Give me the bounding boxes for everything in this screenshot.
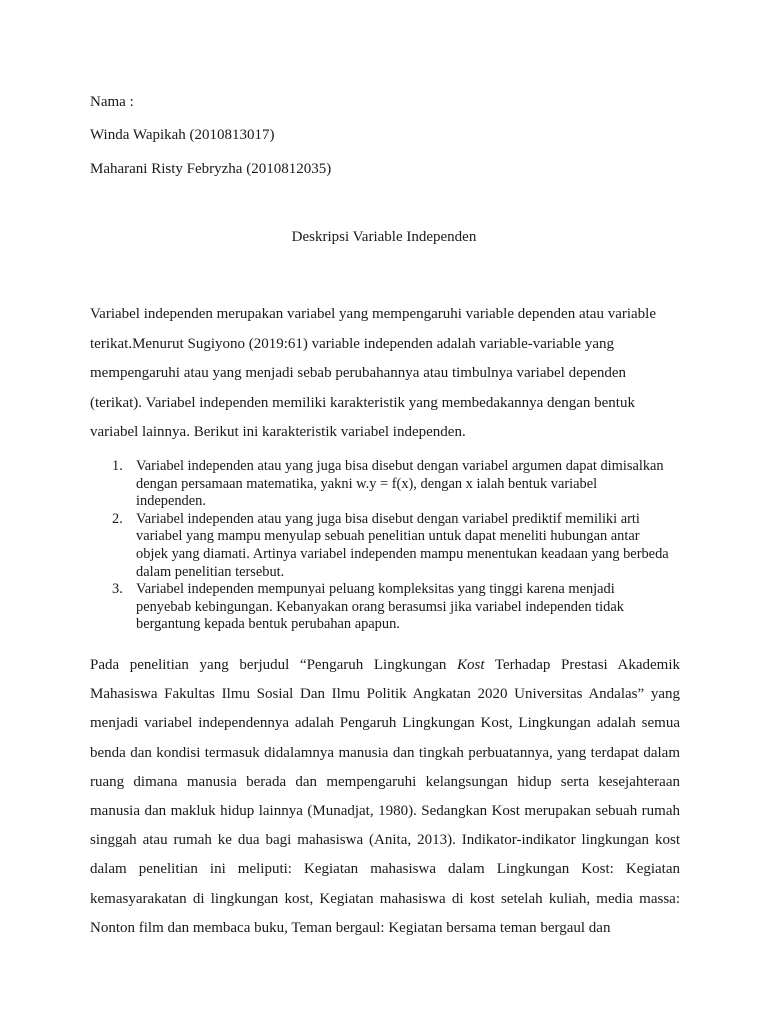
list-number: 2. [112, 510, 123, 527]
research-paragraph-part2: Terhadap Prestasi Akademik Mahasiswa Fakultas Ilmu Sosial Dan Ilmu Politik Angkatan 2020 Universitas Andalas” yang menjadi variabel independennya adalah Pengaruh Lingkungan Kost, Lingkungan adalah semua benda dan kondisi termasuk didalamnya manusia dan tingkah perbuatannya, yang terdapat dalam ruang dimana manusia berada dan mempengaruhi kelangsungan hidup serta kesejahteraan manusia dan makluk hidup lainnya (Munadjat, 1980). Sedangkan Kost merupakan sebuah rumah singgah atau rumah ke dua bagi mahasiswa (Anita, 2013). Indikator-indikator lingkungan kost dalam penelitian ini meliputi: Kegiatan mahasiswa dalam Lingkungan Kost: Kegiatan kemasyarakatan di lingkungan kost, Kegiatan mahasiswa di kost setelah kuliah, media massa: Nonton film dan membaca buku, Teman bergaul: Kegiatan bersama teman bergaul dan [90, 657, 680, 936]
research-paragraph [90, 651, 680, 943]
document-title: Deskripsi Variable Independen [291, 229, 477, 245]
list-item-text: Variabel independen atau yang juga bisa disebut dengan variabel argumen dapat dimisalkan dengan persamaan matematika, yakni w.y = f(x), dengan x ialah bentuk variabel independen. [136, 458, 664, 510]
author-2: Maharani Risty Febryzha (2010812035) [90, 161, 332, 177]
list-item-text: Variabel independen atau yang juga bisa disebut dengan variabel prediktif memiliki arti variabel yang mampu menyulap sebuah penelitian untuk dapat meneliti hubungan antar objek yang diamati. Artinya variabel independen mampu menentukan keadaan yang berbeda dalam penelitian tersebut. [136, 510, 669, 580]
list-item-text: Variabel independen mempunyai peluang kompleksitas yang tinggi karena menjadi penyebab kebingungan. Kebanyakan orang berasumsi jika variabel independen tidak bergantung kepada bentuk perubahan apapun. [136, 581, 624, 633]
list-number: 1. [112, 458, 123, 474]
characteristics-list [90, 458, 670, 634]
author-1: Winda Wapikah (2010813017) [90, 127, 275, 143]
intro-paragraph: Variabel independen merupakan variabel yang mempengaruhi variable dependen atau variable terikat.Menurut Sugiyono (2019:61) variable independen adalah variable-variable yang mempengaruhi atau yang menjadi sebab perubahannya atau timbulnya variabel dependen (terikat). Variabel independen memiliki karakteristik yang membedakannya dengan bentuk variabel lainnya. Berikut ini karakteristik variabel independen. [90, 306, 656, 440]
list-item [90, 458, 670, 511]
name-label: Nama : [90, 94, 134, 110]
list-number: 3. [112, 581, 123, 598]
list-item [90, 581, 670, 634]
research-paragraph-italic: Kost [456, 657, 485, 673]
list-item [90, 511, 670, 581]
research-paragraph-part1: Pada penelitian yang berjudul “Pengaruh Lingkungan [90, 657, 457, 673]
